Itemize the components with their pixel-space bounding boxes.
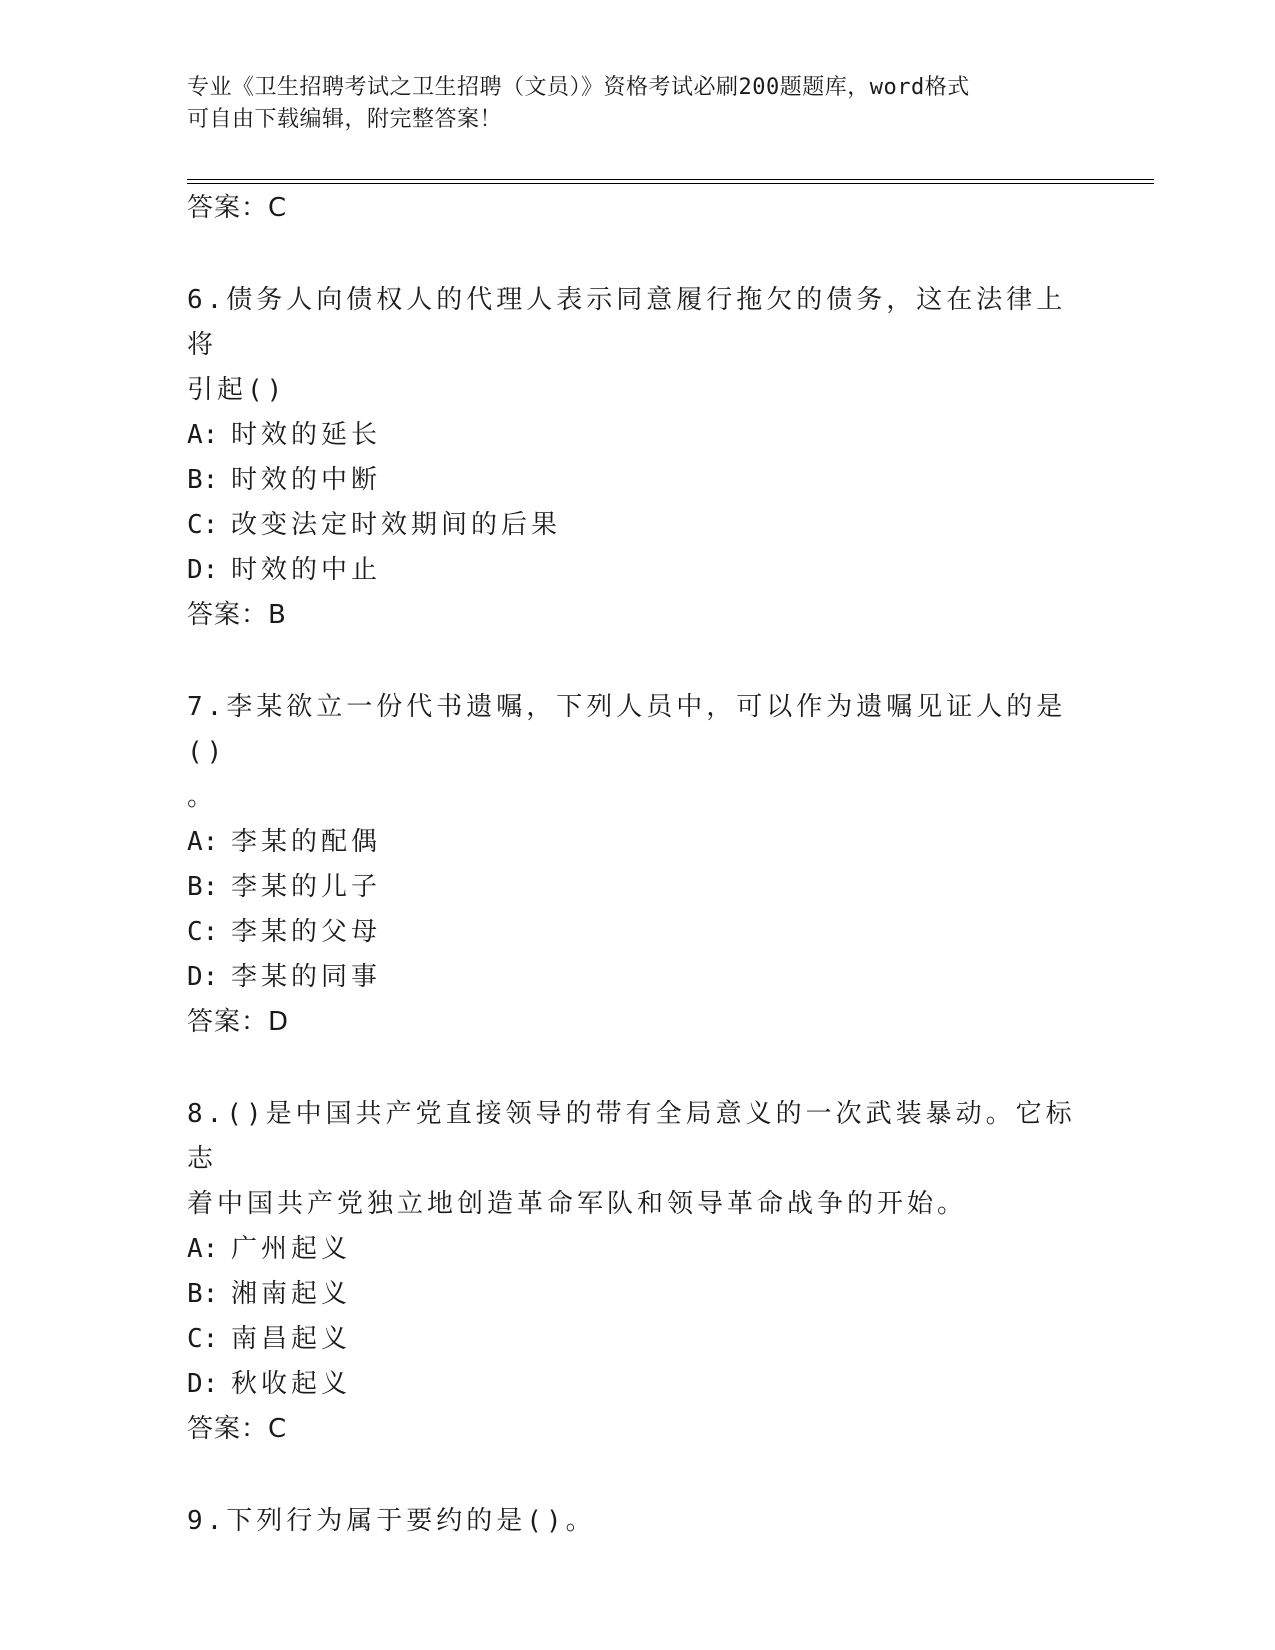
option-text: 时效的延长 (231, 420, 382, 450)
previous-answer (187, 186, 1087, 231)
question-8 (187, 1092, 1087, 1452)
option-d (187, 955, 1087, 1000)
option-letter: A: (187, 420, 219, 450)
option-letter: A: (187, 827, 219, 857)
option-text: 改变法定时效期间的后果 (231, 510, 562, 540)
option-text: 南昌起义 (231, 1324, 352, 1354)
answer-label: 答案： (187, 1007, 269, 1037)
header-line-1: 专业《卫生招聘考试之卫生招聘（文员）》资格考试必刷200题题库，word格式 (187, 75, 970, 100)
answer-value: D (268, 1007, 290, 1037)
header-rule-thin (187, 179, 1154, 180)
option-text: 时效的中断 (231, 465, 382, 495)
question-7 (187, 685, 1087, 1045)
option-text: 李某的配偶 (231, 827, 382, 857)
option-b (187, 458, 1087, 503)
question-stem-line-2: 着中国共产党独立地创造革命军队和领导革命战争的开始。 (187, 1189, 968, 1219)
option-text: 广州起义 (231, 1234, 352, 1264)
option-letter: D: (187, 1369, 219, 1399)
question-stem-line-1: 8.()是中国共产党直接领导的带有全局意义的一次武装暴动。它标志 (187, 1099, 1076, 1174)
option-letter: C: (187, 510, 219, 540)
option-letter: B: (187, 872, 219, 902)
question-answer (187, 593, 1087, 638)
question-6 (187, 278, 1087, 638)
option-text: 秋收起义 (231, 1369, 352, 1399)
option-letter: D: (187, 962, 219, 992)
option-text: 湘南起义 (231, 1279, 352, 1309)
question-stem-line-1: 6.债务人向债权人的代理人表示同意履行拖欠的债务，这在法律上将 (187, 285, 1067, 360)
option-letter: A: (187, 1234, 219, 1264)
option-letter: C: (187, 1324, 219, 1354)
question-stem-line-1: 7.李某欲立一份代书遗嘱，下列人员中，可以作为遗嘱见证人的是() (187, 692, 1067, 767)
question-answer (187, 1407, 1087, 1452)
option-d (187, 548, 1087, 593)
answer-value: B (268, 600, 287, 630)
option-a (187, 413, 1087, 458)
answer-label: 答案： (187, 193, 269, 223)
question-content (187, 186, 1087, 1544)
option-text: 李某的儿子 (231, 872, 382, 902)
option-letter: C: (187, 917, 219, 947)
answer-label: 答案： (187, 600, 269, 630)
option-text: 李某的同事 (231, 962, 382, 992)
option-a (187, 820, 1087, 865)
option-c (187, 1317, 1087, 1362)
option-b (187, 1272, 1087, 1317)
answer-value: C (268, 1414, 288, 1444)
header-line-2: 可自由下载编辑，附完整答案！ (187, 107, 503, 132)
answer-value: C (268, 193, 288, 223)
header-rule-thick (187, 183, 1154, 184)
question-stem-line-1: 9.下列行为属于要约的是()。 (187, 1506, 596, 1536)
page-header (187, 72, 1087, 136)
option-letter: B: (187, 465, 219, 495)
option-d (187, 1362, 1087, 1407)
question-stem-line-2: 。 (187, 782, 218, 812)
option-c (187, 910, 1087, 955)
answer-label: 答案： (187, 1414, 269, 1444)
option-a (187, 1227, 1087, 1272)
option-c (187, 503, 1087, 548)
option-letter: D: (187, 555, 219, 585)
option-letter: B: (187, 1279, 219, 1309)
option-text: 李某的父母 (231, 917, 382, 947)
question-answer (187, 1000, 1087, 1045)
option-text: 时效的中止 (231, 555, 382, 585)
option-b (187, 865, 1087, 910)
question-9 (187, 1499, 1087, 1544)
question-stem-line-2: 引起() (187, 375, 287, 405)
